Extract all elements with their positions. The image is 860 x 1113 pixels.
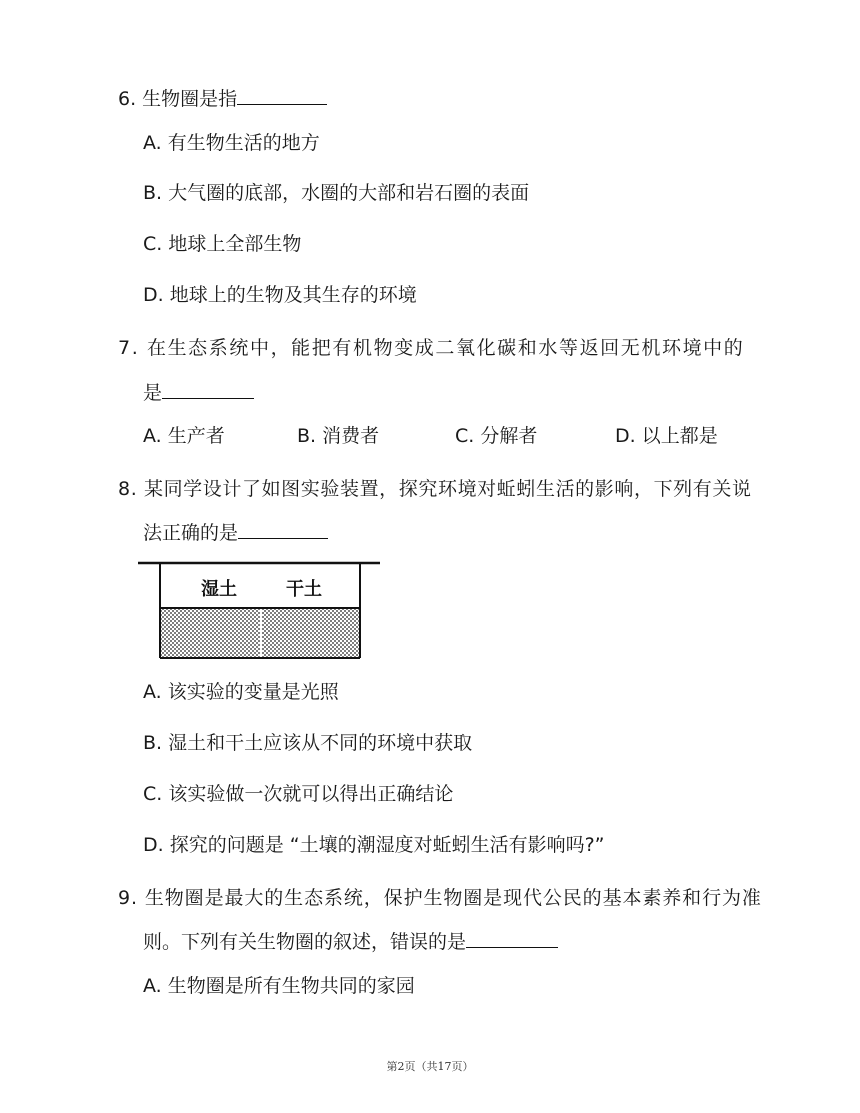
q9-stem-text: 则。下列有关生物圈的叙述，错误的是 [143,931,467,953]
q9-answer-blank[interactable] [466,929,558,948]
q8-option-b: B. 湿土和干土应该从不同的环境中获取 [143,732,473,754]
q7-option-b: B. 消费者 [297,425,380,447]
q8-option-a: A. 该实验的变量是光照 [143,681,339,703]
q9-stem-line1: 9. 生物圈是最大的生态系统，保护生物圈是现代公民的基本素养和行为准 [118,887,762,909]
wet-soil-label: 湿土 [201,579,237,600]
q7-stem-line2 [143,380,254,406]
q8-option-d: D. 探究的问题是 “土壤的潮湿度对蚯蚓生活有影响吗?” [143,834,605,856]
q7-option-a: A. 生产者 [143,425,225,447]
q7-option-d: D. 以上都是 [615,425,718,447]
q7-answer-blank[interactable] [162,380,254,399]
q8-option-c: C. 该实验做一次就可以得出正确结论 [143,783,454,805]
q9-stem-line2 [143,929,558,955]
q6-option-d: D. 地球上的生物及其生存的环境 [143,284,417,306]
q8-answer-blank[interactable] [238,520,328,539]
q7-stem-text: 是 [143,382,163,404]
earthworm-experiment-figure [136,558,396,662]
q6-option-a: A. 有生物生活的地方 [143,132,320,154]
q6-option-c: C. 地球上全部生物 [143,233,302,255]
page-footer: 第2页（共17页） [386,1060,474,1073]
dry-soil-area [262,609,359,657]
q6-answer-blank[interactable] [237,86,327,105]
q8-stem-line1: 8. 某同学设计了如图实验装置，探究环境对蚯蚓生活的影响，下列有关说 [118,478,752,500]
q8-stem-line2 [143,520,328,546]
q7-stem-line1: 7. 在生态系统中，能把有机物变成二氧化碳和水等返回无机环境中的 [118,337,745,359]
q6-stem [118,86,327,112]
q6-stem-text: 6. 生物圈是指 [118,88,238,110]
q8-stem-text: 法正确的是 [143,522,239,544]
dry-soil-label: 干土 [286,579,322,600]
q7-option-c: C. 分解者 [455,425,538,447]
q6-option-b: B. 大气圈的底部，水圈的大部和岩石圈的表面 [143,182,530,204]
q9-option-a: A. 生物圈是所有生物共同的家园 [143,975,415,997]
wet-soil-area [161,609,260,657]
